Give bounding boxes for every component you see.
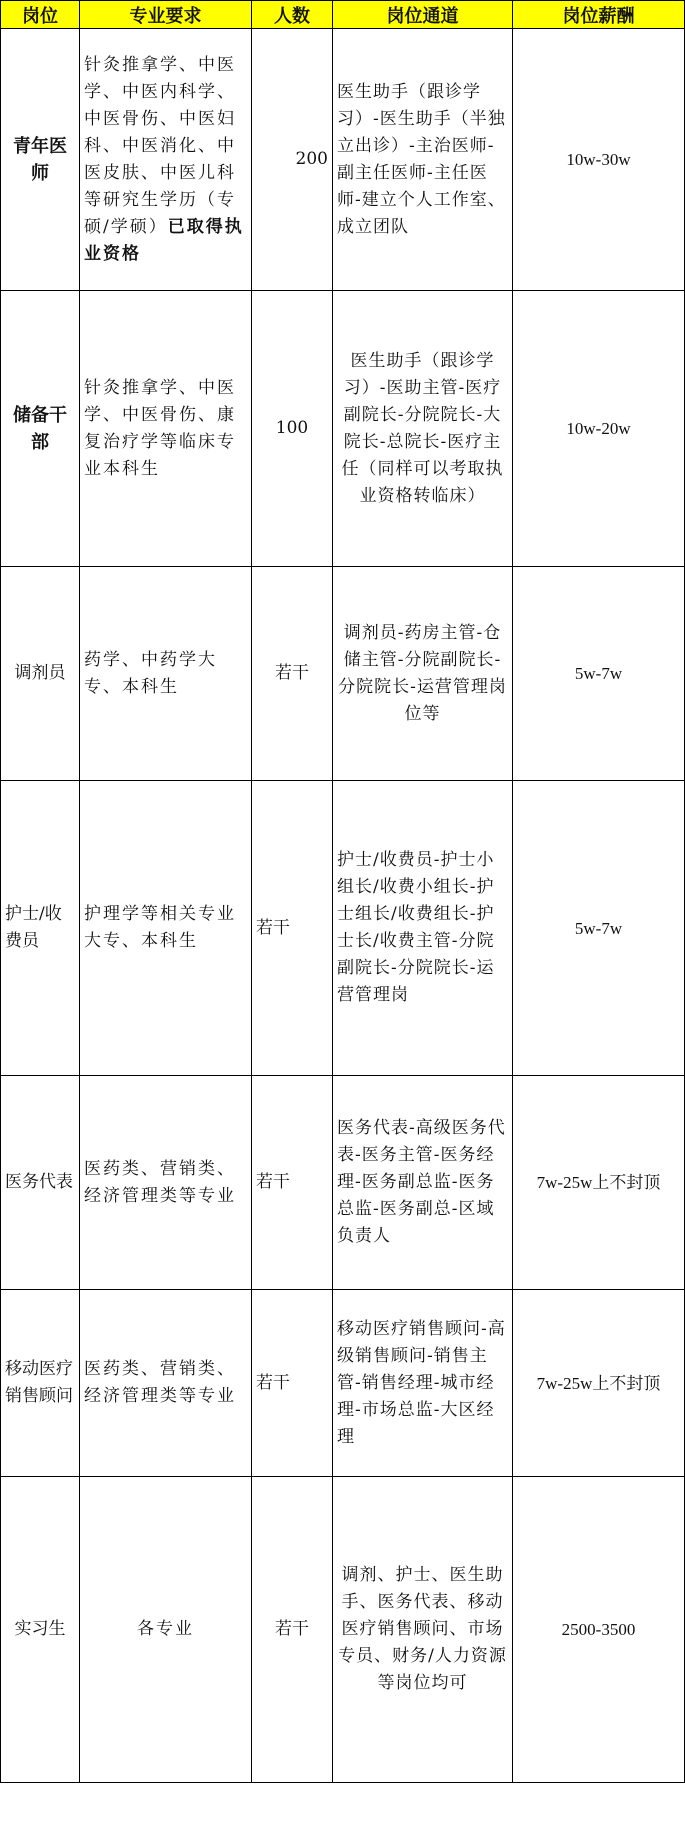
path-cell: 调剂员-药房主管-仓储主管-分院副院长-分院院长-运营管理岗位等 — [333, 567, 513, 781]
position-cell: 医务代表 — [1, 1076, 80, 1290]
path-cell: 医生助手（跟诊学习）-医生助手（半独立出诊）-主治医师-副主任医师-主任医师-建立个人工作室、成立团队 — [333, 29, 513, 291]
requirement-cell: 药学、中药学大专、本科生 — [80, 567, 252, 781]
table-row — [1, 291, 685, 567]
header-path: 岗位通道 — [333, 1, 513, 29]
salary-cell: 7w-25w上不封顶 — [513, 1290, 685, 1477]
table-row — [1, 781, 685, 1076]
salary-cell: 10w-30w — [513, 29, 685, 291]
requirement-cell: 针灸推拿学、中医学、中医骨伤、康复治疗学等临床专业本科生 — [80, 291, 252, 567]
path-cell: 医生助手（跟诊学习）-医助主管-医疗副院长-分院院长-大院长-总院长-医疗主任（同样可以考取执业资格转临床） — [333, 291, 513, 567]
count-cell: 若干 — [252, 781, 333, 1076]
header-count: 人数 — [252, 1, 333, 29]
requirement-cell: 护理学等相关专业大专、本科生 — [80, 781, 252, 1076]
requirement-bold-text: 已取得执业资格 — [84, 216, 244, 264]
requirement-cell: 医药类、营销类、经济管理类等专业 — [80, 1076, 252, 1290]
table-row — [1, 1477, 685, 1783]
header-requirement: 专业要求 — [80, 1, 252, 29]
position-cell: 储备干部 — [1, 291, 80, 567]
path-cell: 移动医疗销售顾问-高级销售顾问-销售主管-销售经理-城市经理-市场总监-大区经理 — [333, 1290, 513, 1477]
header-salary: 岗位薪酬 — [513, 1, 685, 29]
salary-cell: 5w-7w — [513, 781, 685, 1076]
count-cell: 若干 — [252, 1076, 333, 1290]
count-cell: 100 — [252, 291, 333, 567]
path-cell: 调剂、护士、医生助手、医务代表、移动医疗销售顾问、市场专员、财务/人力资源等岗位均可 — [333, 1477, 513, 1783]
path-cell: 医务代表-高级医务代表-医务主管-医务经理-医务副总监-医务总监-医务副总-区域负责人 — [333, 1076, 513, 1290]
table-row — [1, 29, 685, 291]
position-cell: 实习生 — [1, 1477, 80, 1783]
salary-cell: 7w-25w上不封顶 — [513, 1076, 685, 1290]
table-row — [1, 567, 685, 781]
count-cell: 若干 — [252, 1477, 333, 1783]
count-cell: 若干 — [252, 1290, 333, 1477]
requirement-text: 针灸推拿学、中医学、中医内科学、中医骨伤、中医妇科、中医消化、中医皮肤、中医儿科等研究生学历（专硕/学硕） — [84, 54, 236, 237]
table-row — [1, 1290, 685, 1477]
path-cell: 护士/收费员-护士小组长/收费小组长-护士组长/收费组长-护士长/收费主管-分院副院长-分院院长-运营管理岗 — [333, 781, 513, 1076]
count-cell: 200 — [252, 29, 333, 291]
position-cell: 青年医师 — [1, 29, 80, 291]
table-row — [1, 1076, 685, 1290]
header-position: 岗位 — [1, 1, 80, 29]
count-cell: 若干 — [252, 567, 333, 781]
header-row — [1, 1, 685, 29]
salary-cell: 2500-3500 — [513, 1477, 685, 1783]
salary-cell: 10w-20w — [513, 291, 685, 567]
position-cell: 调剂员 — [1, 567, 80, 781]
salary-cell: 5w-7w — [513, 567, 685, 781]
requirement-cell: 医药类、营销类、经济管理类等专业 — [80, 1290, 252, 1477]
position-cell: 护士/收费员 — [1, 781, 80, 1076]
position-cell: 移动医疗销售顾问 — [1, 1290, 80, 1477]
requirement-cell — [80, 29, 252, 291]
requirement-cell: 各专业 — [80, 1477, 252, 1783]
